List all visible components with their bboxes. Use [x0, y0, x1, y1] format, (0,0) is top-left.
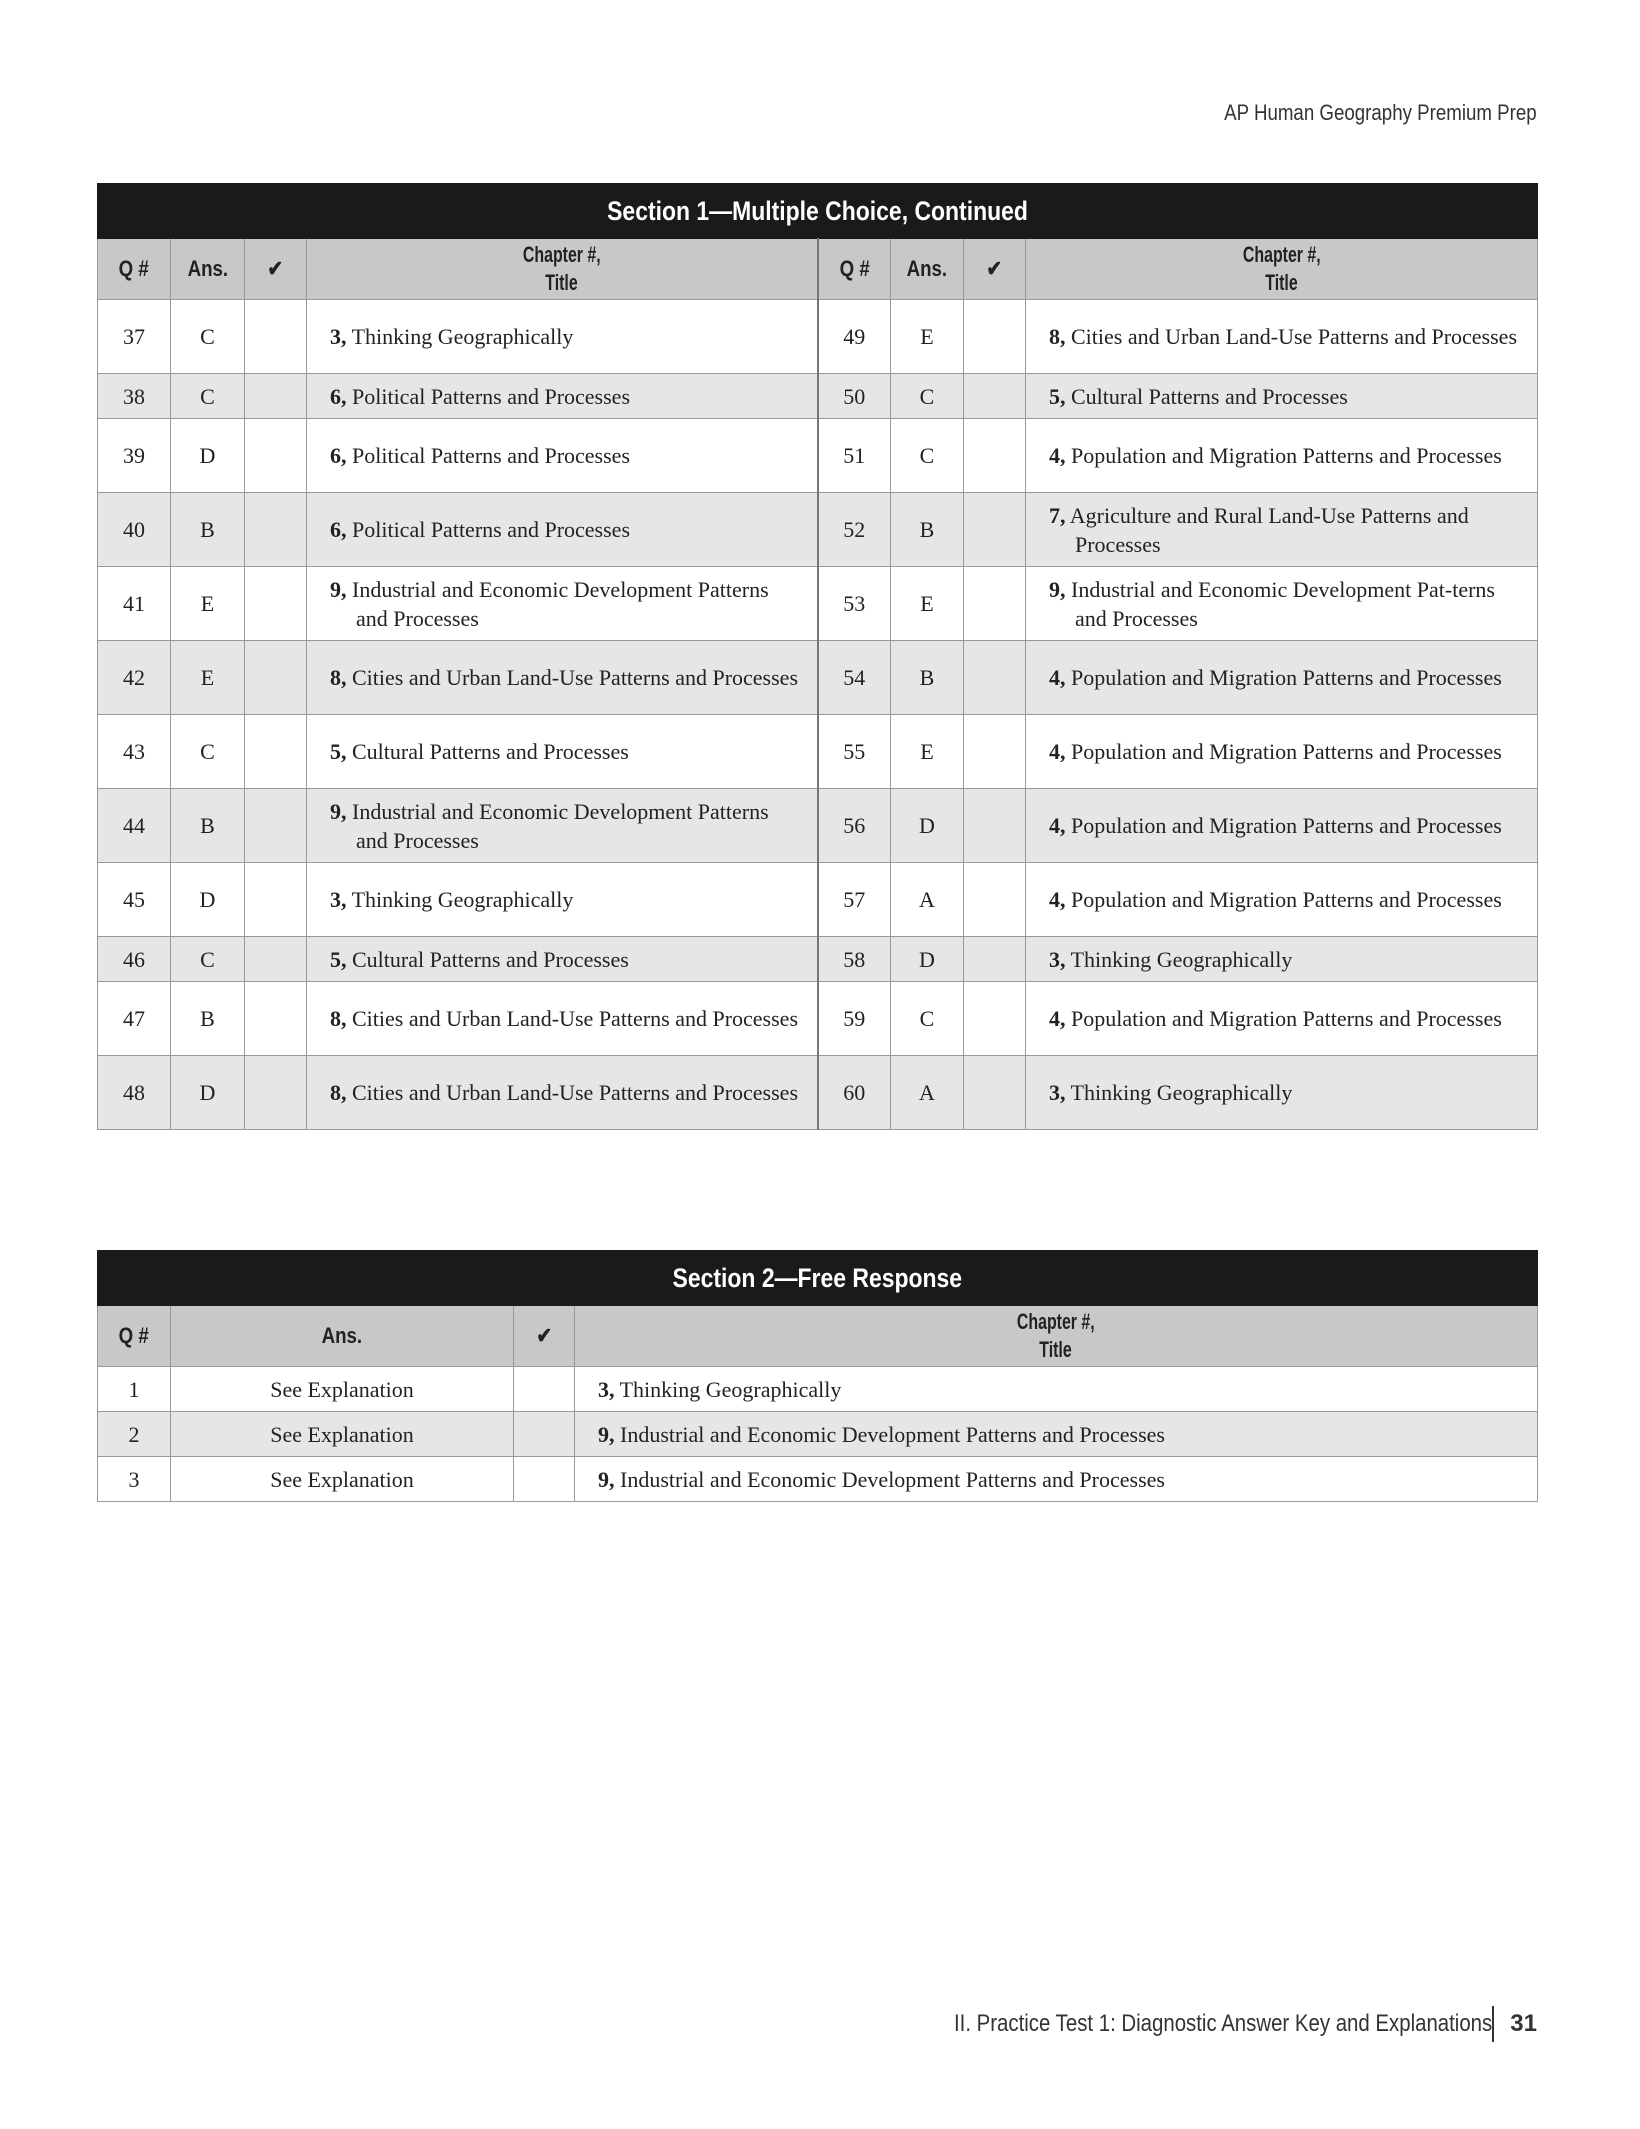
- check-cell[interactable]: [964, 789, 1026, 863]
- check-cell[interactable]: [245, 567, 307, 641]
- question-number: 55: [818, 715, 891, 789]
- answer: E: [891, 567, 964, 641]
- chapter-number: 5,: [1049, 383, 1066, 409]
- answer: D: [891, 789, 964, 863]
- check-cell[interactable]: [245, 863, 307, 937]
- answer: See Explanation: [171, 1457, 514, 1502]
- question-number: 1: [98, 1367, 171, 1412]
- question-number: 46: [98, 937, 171, 982]
- chapter-title: Cultural Patterns and Processes: [352, 739, 629, 764]
- check-icon: ✔: [267, 256, 284, 281]
- answer: See Explanation: [171, 1412, 514, 1457]
- chapter-title: Cultural Patterns and Processes: [352, 946, 629, 972]
- page-number: 31: [1510, 2010, 1537, 2037]
- header-q: Q #: [118, 256, 150, 281]
- chapter-cell: [1026, 493, 1538, 567]
- chapter-number: 3,: [1049, 946, 1066, 972]
- table-row: [98, 982, 1538, 1056]
- chapter-number: 4,: [1049, 443, 1066, 468]
- question-number: 60: [818, 1056, 891, 1130]
- answer: C: [171, 300, 245, 374]
- chapter-number: 3,: [598, 1376, 615, 1402]
- question-number: 44: [98, 789, 171, 863]
- check-cell[interactable]: [964, 641, 1026, 715]
- question-number: 52: [818, 493, 891, 567]
- table-row: [98, 419, 1538, 493]
- table-row: [98, 1457, 1538, 1502]
- chapter-number: 9,: [598, 1421, 615, 1447]
- chapter-number: 8,: [330, 1080, 347, 1105]
- chapter-number: 4,: [1049, 887, 1066, 912]
- question-number: 49: [818, 300, 891, 374]
- chapter-title: Population and Migration Patterns and Processes: [1071, 665, 1502, 690]
- header-chapter: Chapter #, Title: [1242, 242, 1321, 295]
- chapter-number: 6,: [330, 517, 347, 542]
- answer: D: [171, 863, 245, 937]
- table-row: [98, 1412, 1538, 1457]
- answer: B: [171, 789, 245, 863]
- chapter-title: Population and Migration Patterns and Processes: [1071, 813, 1502, 838]
- chapter-cell: [1026, 863, 1538, 937]
- chapter-title: Political Patterns and Processes: [352, 517, 631, 542]
- answer: See Explanation: [171, 1367, 514, 1412]
- chapter-number: 8,: [330, 1006, 347, 1031]
- running-head: AP Human Geography Premium Prep: [1224, 100, 1537, 125]
- chapter-cell: [307, 493, 818, 567]
- chapter-title: Thinking Geographically: [1070, 946, 1293, 972]
- answer: D: [891, 937, 964, 982]
- answer: B: [171, 493, 245, 567]
- chapter-title: Agriculture and Rural Land-Use Patterns and Processes: [1069, 502, 1469, 557]
- question-number: 57: [818, 863, 891, 937]
- chapter-title: Thinking Geographically: [1070, 1080, 1293, 1105]
- header-chapter: Chapter #, Title: [522, 242, 601, 295]
- check-cell[interactable]: [964, 715, 1026, 789]
- chapter-title: Thinking Geographically: [351, 887, 574, 912]
- check-cell[interactable]: [514, 1367, 575, 1412]
- chapter-cell: [1026, 715, 1538, 789]
- chapter-cell: [307, 374, 818, 419]
- check-cell[interactable]: [245, 374, 307, 419]
- table-row: [98, 374, 1538, 419]
- table-row: [98, 1056, 1538, 1130]
- check-cell[interactable]: [245, 789, 307, 863]
- chapter-cell: [1026, 937, 1538, 982]
- answer: C: [171, 937, 245, 982]
- answer: C: [891, 419, 964, 493]
- check-cell[interactable]: [964, 567, 1026, 641]
- chapter-number: 4,: [1049, 813, 1066, 838]
- chapter-title: Cities and Urban Land-Use Patterns and Processes: [352, 1006, 799, 1031]
- table-row: [98, 641, 1538, 715]
- chapter-title: Industrial and Economic Development Patterns and Processes: [620, 1466, 1165, 1492]
- section1-table: [97, 183, 1538, 1130]
- chapter-title: Cultural Patterns and Processes: [1071, 383, 1348, 409]
- answer: C: [171, 374, 245, 419]
- chapter-title: Population and Migration Patterns and Processes: [1071, 1006, 1502, 1031]
- header-chapter: Chapter #, Title: [1017, 1309, 1095, 1362]
- page-footer: [859, 2006, 1537, 2042]
- footer-divider: [1492, 2006, 1494, 2042]
- check-cell[interactable]: [245, 641, 307, 715]
- chapter-cell: [1026, 1056, 1538, 1130]
- header-q: Q #: [118, 1323, 150, 1348]
- chapter-number: 3,: [1049, 1080, 1066, 1105]
- chapter-title: Political Patterns and Processes: [352, 443, 631, 468]
- chapter-cell: [575, 1367, 1538, 1412]
- header-ans: Ans.: [187, 256, 228, 281]
- check-cell[interactable]: [245, 419, 307, 493]
- chapter-number: 4,: [1049, 1006, 1066, 1031]
- question-number: 53: [818, 567, 891, 641]
- answer: C: [891, 374, 964, 419]
- check-cell[interactable]: [964, 419, 1026, 493]
- answer: B: [891, 493, 964, 567]
- check-cell[interactable]: [245, 1056, 307, 1130]
- chapter-title: Population and Migration Patterns and Processes: [1071, 887, 1502, 912]
- chapter-number: 3,: [330, 887, 347, 912]
- chapter-cell: [307, 715, 818, 789]
- chapter-title: Population and Migration Patterns and Processes: [1071, 443, 1502, 468]
- header-ans: Ans.: [321, 1323, 363, 1348]
- chapter-cell: [307, 419, 818, 493]
- answer: A: [891, 1056, 964, 1130]
- chapter-number: 9,: [598, 1466, 615, 1492]
- chapter-cell: [575, 1412, 1538, 1457]
- chapter-title: Industrial and Economic Development Pat-terns and Processes: [1071, 576, 1495, 631]
- chapter-cell: [307, 863, 818, 937]
- section1-column-headers: [98, 239, 1538, 300]
- question-number: 2: [98, 1412, 171, 1457]
- chapter-title: Thinking Geographically: [619, 1376, 842, 1402]
- table-row: [98, 937, 1538, 982]
- question-number: 43: [98, 715, 171, 789]
- answer: C: [171, 715, 245, 789]
- answer: E: [891, 715, 964, 789]
- check-icon: ✔: [536, 1323, 552, 1348]
- chapter-number: 9,: [1049, 576, 1066, 602]
- check-cell[interactable]: [964, 937, 1026, 982]
- chapter-number: 4,: [1049, 739, 1066, 764]
- question-number: 3: [98, 1457, 171, 1502]
- chapter-cell: [307, 982, 818, 1056]
- chapter-cell: [307, 641, 818, 715]
- question-number: 54: [818, 641, 891, 715]
- chapter-title: Cities and Urban Land-Use Patterns and Processes: [352, 1080, 799, 1105]
- question-number: 50: [818, 374, 891, 419]
- chapter-cell: [1026, 982, 1538, 1056]
- question-number: 45: [98, 863, 171, 937]
- answer: B: [171, 982, 245, 1056]
- chapter-cell: [1026, 567, 1538, 641]
- chapter-number: 5,: [330, 739, 347, 764]
- question-number: 47: [98, 982, 171, 1056]
- section1-title: Section 1—Multiple Choice, Continued: [98, 184, 1538, 239]
- chapter-number: 6,: [330, 383, 347, 409]
- answer: A: [891, 863, 964, 937]
- check-cell[interactable]: [964, 1056, 1026, 1130]
- answer: E: [171, 567, 245, 641]
- chapter-title: Industrial and Economic Development Patterns and Processes: [352, 798, 769, 853]
- chapter-title: Industrial and Economic Development Patterns and Processes: [352, 576, 769, 631]
- chapter-title: Political Patterns and Processes: [352, 383, 631, 409]
- section2-title: Section 2—Free Response: [98, 1251, 1538, 1306]
- table-row: [98, 493, 1538, 567]
- chapter-cell: [307, 789, 818, 863]
- check-cell[interactable]: [964, 374, 1026, 419]
- chapter-title: Thinking Geographically: [351, 324, 574, 349]
- chapter-cell: [1026, 419, 1538, 493]
- chapter-title: Population and Migration Patterns and Processes: [1071, 739, 1502, 764]
- chapter-number: 9,: [330, 798, 347, 824]
- table-row: [98, 789, 1538, 863]
- chapter-number: 9,: [330, 576, 347, 602]
- answer: D: [171, 419, 245, 493]
- chapter-title: Cities and Urban Land-Use Patterns and Processes: [352, 665, 799, 690]
- question-number: 58: [818, 937, 891, 982]
- check-icon: ✔: [986, 256, 1003, 281]
- chapter-cell: [307, 567, 818, 641]
- question-number: 42: [98, 641, 171, 715]
- answer: C: [891, 982, 964, 1056]
- section2-column-headers: [98, 1306, 1538, 1367]
- answer: E: [171, 641, 245, 715]
- chapter-number: 5,: [330, 946, 347, 972]
- chapter-cell: [1026, 789, 1538, 863]
- check-cell[interactable]: [964, 863, 1026, 937]
- header-ans: Ans.: [906, 256, 948, 281]
- question-number: 38: [98, 374, 171, 419]
- chapter-number: 4,: [1049, 665, 1066, 690]
- chapter-number: 8,: [1049, 324, 1066, 349]
- question-number: 56: [818, 789, 891, 863]
- check-cell[interactable]: [964, 982, 1026, 1056]
- answer: E: [891, 300, 964, 374]
- question-number: 40: [98, 493, 171, 567]
- question-number: 37: [98, 300, 171, 374]
- header-q: Q #: [839, 256, 870, 281]
- chapter-cell: [307, 1056, 818, 1130]
- answer: D: [171, 1056, 245, 1130]
- chapter-number: 6,: [330, 443, 347, 468]
- chapter-cell: [307, 937, 818, 982]
- footer-text: II. Practice Test 1: Diagnostic Answer Key and Explanations: [954, 2010, 1493, 2037]
- question-number: 48: [98, 1056, 171, 1130]
- question-number: 41: [98, 567, 171, 641]
- question-number: 51: [818, 419, 891, 493]
- check-cell[interactable]: [245, 982, 307, 1056]
- table-row: [98, 300, 1538, 374]
- check-cell[interactable]: [514, 1457, 575, 1502]
- question-number: 39: [98, 419, 171, 493]
- chapter-cell: [1026, 374, 1538, 419]
- check-cell[interactable]: [245, 493, 307, 567]
- check-cell[interactable]: [514, 1412, 575, 1457]
- chapter-title: Industrial and Economic Development Patterns and Processes: [620, 1421, 1165, 1447]
- table-row: [98, 1367, 1538, 1412]
- answer: B: [891, 641, 964, 715]
- chapter-title: Cities and Urban Land-Use Patterns and Processes: [1071, 324, 1518, 349]
- table-row: [98, 715, 1538, 789]
- table-row: [98, 567, 1538, 641]
- check-cell[interactable]: [964, 493, 1026, 567]
- question-number: 59: [818, 982, 891, 1056]
- chapter-number: 7,: [1049, 502, 1066, 528]
- chapter-cell: [1026, 641, 1538, 715]
- chapter-cell: [575, 1457, 1538, 1502]
- check-cell[interactable]: [964, 300, 1026, 374]
- check-cell[interactable]: [245, 937, 307, 982]
- check-cell[interactable]: [245, 300, 307, 374]
- chapter-cell: [307, 300, 818, 374]
- chapter-number: 8,: [330, 665, 347, 690]
- check-cell[interactable]: [245, 715, 307, 789]
- table-row: [98, 863, 1538, 937]
- chapter-cell: [1026, 300, 1538, 374]
- section2-table: [97, 1250, 1538, 1502]
- chapter-number: 3,: [330, 324, 347, 349]
